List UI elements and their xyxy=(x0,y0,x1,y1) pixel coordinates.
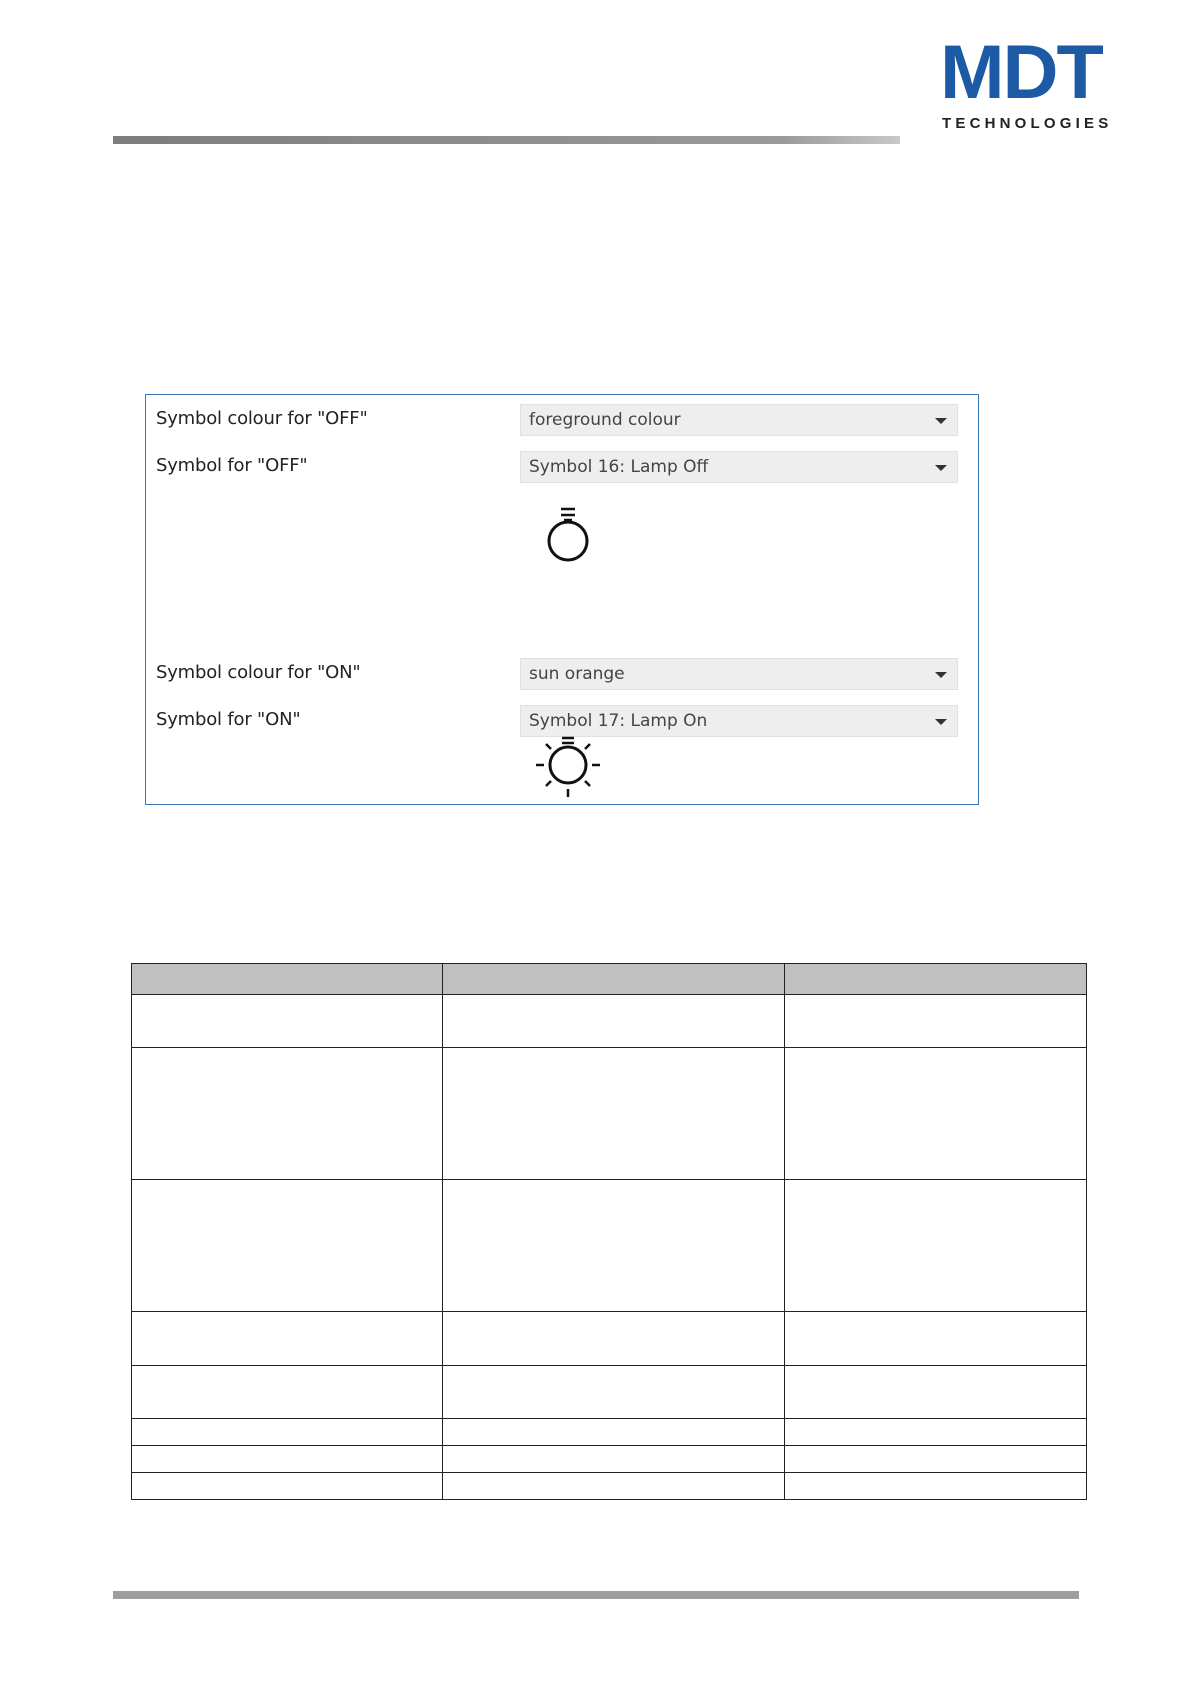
lamp-off-icon xyxy=(538,505,598,569)
select-symbol-off-value: Symbol 16: Lamp Off xyxy=(529,457,709,477)
table-cell xyxy=(443,1180,785,1312)
table-row xyxy=(132,995,1087,1048)
chevron-down-icon xyxy=(935,418,947,424)
table-cell xyxy=(785,1446,1087,1473)
select-colour-on-value: sun orange xyxy=(529,664,625,684)
table-row xyxy=(132,1180,1087,1312)
table-header-cell xyxy=(785,964,1087,995)
table-cell xyxy=(785,1180,1087,1312)
parameter-panel xyxy=(145,394,979,805)
select-colour-off-value: foreground colour xyxy=(529,410,681,430)
table-cell xyxy=(443,1419,785,1446)
table-row xyxy=(132,1048,1087,1180)
table-cell xyxy=(132,1446,443,1473)
table-cell xyxy=(785,1473,1087,1500)
chevron-down-icon xyxy=(935,672,947,678)
table-cell xyxy=(785,1312,1087,1366)
table-row xyxy=(132,1446,1087,1473)
table-cell xyxy=(132,1312,443,1366)
select-colour-off[interactable] xyxy=(520,404,958,436)
param-label-symbol-on: Symbol for "ON" xyxy=(156,709,301,730)
param-label-colour-off: Symbol colour for "OFF" xyxy=(156,408,368,429)
table-cell xyxy=(132,1419,443,1446)
mdt-logo xyxy=(940,30,1120,140)
table-cell xyxy=(443,1446,785,1473)
select-symbol-off[interactable] xyxy=(520,451,958,483)
table-cell xyxy=(132,995,443,1048)
chevron-down-icon xyxy=(935,719,947,725)
table-cell xyxy=(132,1048,443,1180)
table-header-row xyxy=(132,964,1087,995)
parameter-table xyxy=(131,963,1087,1500)
table-row xyxy=(132,1419,1087,1446)
table-cell xyxy=(443,1473,785,1500)
table-cell xyxy=(132,1473,443,1500)
table-cell xyxy=(443,995,785,1048)
select-colour-on[interactable] xyxy=(520,658,958,690)
table-header-cell xyxy=(443,964,785,995)
table-cell xyxy=(785,1366,1087,1419)
chevron-down-icon xyxy=(935,465,947,471)
logo-brand: MDT xyxy=(940,30,1102,115)
table-cell xyxy=(443,1366,785,1419)
table-row xyxy=(132,1366,1087,1419)
table-cell xyxy=(132,1180,443,1312)
table-cell xyxy=(132,1366,443,1419)
logo-tagline: TECHNOLOGIES xyxy=(942,115,1113,132)
table-cell xyxy=(443,1048,785,1180)
header-divider xyxy=(113,136,900,144)
table-header-cell xyxy=(132,964,443,995)
table-row xyxy=(132,1473,1087,1500)
lamp-on-icon xyxy=(528,713,608,799)
table-cell xyxy=(785,1048,1087,1180)
select-symbol-on-value: Symbol 17: Lamp On xyxy=(529,711,708,731)
footer-divider xyxy=(113,1591,1079,1599)
param-label-colour-on: Symbol colour for "ON" xyxy=(156,662,361,683)
table-cell xyxy=(785,995,1087,1048)
param-label-symbol-off: Symbol for "OFF" xyxy=(156,455,308,476)
table-cell xyxy=(443,1312,785,1366)
table-cell xyxy=(785,1419,1087,1446)
table-row xyxy=(132,1312,1087,1366)
